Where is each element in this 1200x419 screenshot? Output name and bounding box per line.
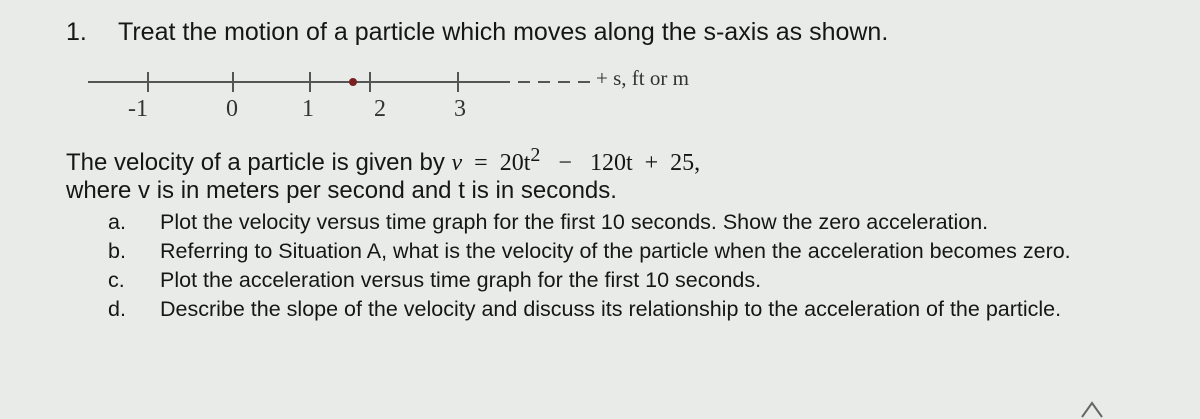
sub-question-list xyxy=(108,208,1188,324)
velocity-equation xyxy=(451,144,701,176)
sub-question-d xyxy=(108,295,1188,324)
tick-label-1: 1 xyxy=(302,96,314,122)
question-number: 1. xyxy=(66,18,87,46)
question-heading xyxy=(66,18,888,47)
eq-equals: = xyxy=(474,150,488,176)
tick-label-2: 2 xyxy=(374,96,386,122)
item-text: Plot the velocity versus time graph for the first 10 seconds. Show the zero acceleration. xyxy=(160,210,989,234)
mouse-cursor-icon xyxy=(1080,400,1104,419)
eq-term2: 120t xyxy=(589,150,633,176)
eq-term3: 25, xyxy=(670,150,701,176)
eq-minus: − xyxy=(558,150,572,176)
eq-term1: 20t xyxy=(499,150,531,176)
item-marker: a. xyxy=(108,210,126,234)
item-text: Referring to Situation A, what is the velocity of the particle when the acceleration becomes zero. xyxy=(160,239,1071,263)
eq-var: v xyxy=(451,150,463,176)
item-marker: b. xyxy=(108,239,126,263)
eq-plus: + xyxy=(644,150,659,176)
eq-term1-exp: 2 xyxy=(530,144,541,166)
velocity-statement xyxy=(66,144,700,177)
velocity-lead: The velocity of a particle is given by xyxy=(66,149,445,176)
item-text: Describe the slope of the velocity and discuss its relationship to the acceleration of the particle. xyxy=(160,297,1062,321)
sub-question-c xyxy=(108,266,1188,295)
tick-label-0: 0 xyxy=(226,96,238,122)
item-text: Plot the acceleration versus time graph for the first 10 seconds. xyxy=(160,268,762,292)
item-marker: d. xyxy=(108,297,126,321)
item-marker: c. xyxy=(108,268,125,292)
axis-label: + s, ft or m xyxy=(596,66,689,90)
sub-question-a xyxy=(108,208,1188,237)
s-axis-diagram xyxy=(88,62,788,132)
units-statement: where v is in meters per second and t is in seconds. xyxy=(66,177,617,204)
particle-dot xyxy=(349,78,357,86)
sub-question-b xyxy=(108,237,1188,266)
tick-label-3: 3 xyxy=(454,96,466,122)
question-text: Treat the motion of a particle which moves along the s-axis as shown. xyxy=(118,18,889,46)
tick-label-neg1: -1 xyxy=(128,96,148,122)
